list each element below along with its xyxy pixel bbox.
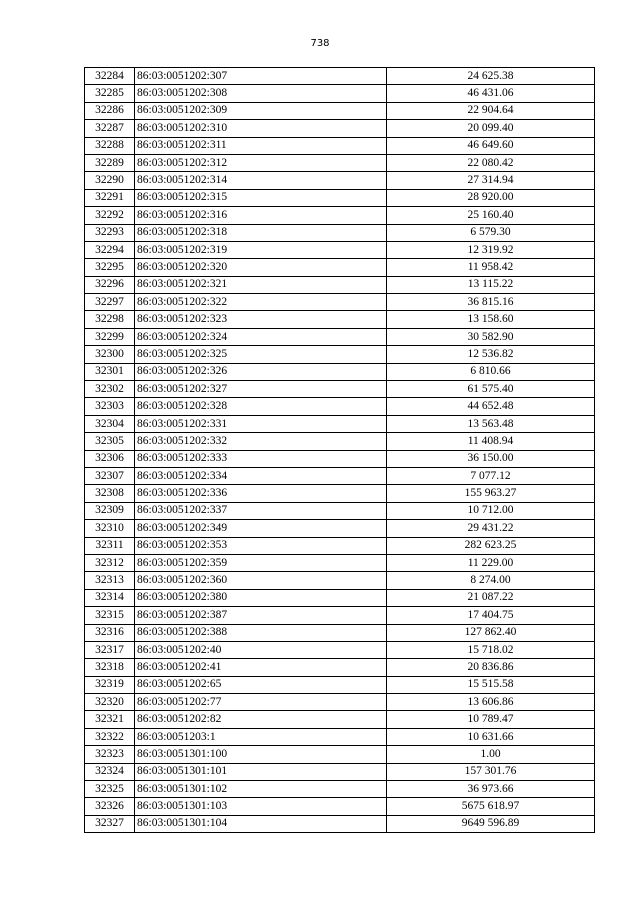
row-number: 32287 — [85, 120, 135, 137]
cadastral-value: 61 575.40 — [387, 381, 595, 398]
table-row — [85, 346, 595, 363]
cadastral-number: 86:03:0051202:380 — [135, 589, 387, 606]
cadastral-value: 17 404.75 — [387, 607, 595, 624]
table-row — [85, 520, 595, 537]
cadastral-number: 86:03:0051202:328 — [135, 398, 387, 415]
cadastral-number: 86:03:0051202:314 — [135, 172, 387, 189]
row-number: 32290 — [85, 172, 135, 189]
table-row — [85, 259, 595, 276]
cadastral-number: 86:03:0051202:318 — [135, 224, 387, 241]
cadastral-number: 86:03:0051203:1 — [135, 728, 387, 745]
table-row — [85, 241, 595, 258]
cadastral-value: 13 563.48 — [387, 415, 595, 432]
row-number: 32294 — [85, 241, 135, 258]
table-row — [85, 381, 595, 398]
cadastral-value: 30 582.90 — [387, 328, 595, 345]
cadastral-value: 27 314.94 — [387, 172, 595, 189]
cadastral-value: 36 973.66 — [387, 781, 595, 798]
table-row — [85, 798, 595, 815]
row-number: 32299 — [85, 328, 135, 345]
cadastral-value: 10 789.47 — [387, 711, 595, 728]
table-row — [85, 572, 595, 589]
cadastral-number: 86:03:0051202:320 — [135, 259, 387, 276]
table-row — [85, 694, 595, 711]
cadastral-value: 15 515.58 — [387, 676, 595, 693]
row-number: 32312 — [85, 554, 135, 571]
row-number: 32313 — [85, 572, 135, 589]
cadastral-number: 86:03:0051202:336 — [135, 485, 387, 502]
cadastral-value: 6 579.30 — [387, 224, 595, 241]
table-row — [85, 154, 595, 171]
row-number: 32327 — [85, 815, 135, 832]
cadastral-number: 86:03:0051202:41 — [135, 659, 387, 676]
row-number: 32307 — [85, 467, 135, 484]
table-row — [85, 485, 595, 502]
cadastral-value: 29 431.22 — [387, 520, 595, 537]
cadastral-number: 86:03:0051301:101 — [135, 763, 387, 780]
cadastral-value: 5675 618.97 — [387, 798, 595, 815]
table-row — [85, 467, 595, 484]
row-number: 32285 — [85, 85, 135, 102]
cadastral-number: 86:03:0051202:353 — [135, 537, 387, 554]
table-row — [85, 433, 595, 450]
cadastral-value: 11 229.00 — [387, 554, 595, 571]
row-number: 32301 — [85, 363, 135, 380]
row-number: 32309 — [85, 502, 135, 519]
cadastral-value: 282 623.25 — [387, 537, 595, 554]
table-row — [85, 815, 595, 832]
cadastral-value: 12 319.92 — [387, 241, 595, 258]
cadastral-value: 28 920.00 — [387, 189, 595, 206]
table-row — [85, 172, 595, 189]
row-number: 32286 — [85, 102, 135, 119]
row-number: 32288 — [85, 137, 135, 154]
table-row — [85, 659, 595, 676]
table-row — [85, 624, 595, 641]
cadastral-value: 127 862.40 — [387, 624, 595, 641]
cadastral-number: 86:03:0051202:337 — [135, 502, 387, 519]
cadastral-value: 7 077.12 — [387, 467, 595, 484]
row-number: 32300 — [85, 346, 135, 363]
cadastral-number: 86:03:0051202:359 — [135, 554, 387, 571]
cadastral-value: 8 274.00 — [387, 572, 595, 589]
row-number: 32292 — [85, 207, 135, 224]
table-row — [85, 311, 595, 328]
cadastral-value: 22 080.42 — [387, 154, 595, 171]
cadastral-number: 86:03:0051202:311 — [135, 137, 387, 154]
cadastral-number: 86:03:0051202:333 — [135, 450, 387, 467]
row-number: 32308 — [85, 485, 135, 502]
table-row — [85, 554, 595, 571]
row-number: 32306 — [85, 450, 135, 467]
cadastral-value: 15 718.02 — [387, 641, 595, 658]
row-number: 32311 — [85, 537, 135, 554]
row-number: 32293 — [85, 224, 135, 241]
cadastral-value: 9649 596.89 — [387, 815, 595, 832]
cadastral-number: 86:03:0051202:323 — [135, 311, 387, 328]
cadastral-value: 155 963.27 — [387, 485, 595, 502]
cadastral-number: 86:03:0051202:316 — [135, 207, 387, 224]
table-row — [85, 746, 595, 763]
row-number: 32323 — [85, 746, 135, 763]
row-number: 32284 — [85, 68, 135, 85]
table-row — [85, 607, 595, 624]
table-row — [85, 328, 595, 345]
table-row — [85, 276, 595, 293]
cadastral-value: 20 836.86 — [387, 659, 595, 676]
cadastral-number: 86:03:0051202:82 — [135, 711, 387, 728]
table-row — [85, 398, 595, 415]
cadastral-value: 6 810.66 — [387, 363, 595, 380]
cadastral-number: 86:03:0051202:349 — [135, 520, 387, 537]
row-number: 32295 — [85, 259, 135, 276]
table-row — [85, 120, 595, 137]
row-number: 32315 — [85, 607, 135, 624]
cadastral-number: 86:03:0051202:309 — [135, 102, 387, 119]
cadastral-value: 20 099.40 — [387, 120, 595, 137]
table-row — [85, 224, 595, 241]
row-number: 32298 — [85, 311, 135, 328]
cadastral-number: 86:03:0051202:319 — [135, 241, 387, 258]
cadastral-number: 86:03:0051202:360 — [135, 572, 387, 589]
table-body — [85, 68, 595, 833]
cadastral-number: 86:03:0051301:103 — [135, 798, 387, 815]
cadastral-value: 46 431.06 — [387, 85, 595, 102]
row-number: 32302 — [85, 381, 135, 398]
table-row — [85, 68, 595, 85]
cadastral-number: 86:03:0051202:325 — [135, 346, 387, 363]
row-number: 32317 — [85, 641, 135, 658]
row-number: 32297 — [85, 294, 135, 311]
cadastral-value: 24 625.38 — [387, 68, 595, 85]
table-row — [85, 102, 595, 119]
row-number: 32324 — [85, 763, 135, 780]
cadastral-value: 46 649.60 — [387, 137, 595, 154]
cadastral-value: 22 904.64 — [387, 102, 595, 119]
cadastral-number: 86:03:0051202:332 — [135, 433, 387, 450]
cadastral-value-table — [84, 67, 595, 833]
cadastral-value: 13 158.60 — [387, 311, 595, 328]
row-number: 32322 — [85, 728, 135, 745]
cadastral-number: 86:03:0051202:312 — [135, 154, 387, 171]
table-row — [85, 502, 595, 519]
table-row — [85, 85, 595, 102]
cadastral-number: 86:03:0051202:322 — [135, 294, 387, 311]
cadastral-value: 1.00 — [387, 746, 595, 763]
table-row — [85, 294, 595, 311]
row-number: 32304 — [85, 415, 135, 432]
cadastral-value: 36 150.00 — [387, 450, 595, 467]
cadastral-value: 11 958.42 — [387, 259, 595, 276]
cadastral-number: 86:03:0051202:388 — [135, 624, 387, 641]
cadastral-value: 13 606.86 — [387, 694, 595, 711]
cadastral-value: 36 815.16 — [387, 294, 595, 311]
cadastral-value: 21 087.22 — [387, 589, 595, 606]
cadastral-number: 86:03:0051202:324 — [135, 328, 387, 345]
table-row — [85, 537, 595, 554]
cadastral-number: 86:03:0051202:387 — [135, 607, 387, 624]
cadastral-number: 86:03:0051202:307 — [135, 68, 387, 85]
row-number: 32314 — [85, 589, 135, 606]
cadastral-value: 10 631.66 — [387, 728, 595, 745]
cadastral-number: 86:03:0051202:310 — [135, 120, 387, 137]
row-number: 32310 — [85, 520, 135, 537]
cadastral-number: 86:03:0051202:77 — [135, 694, 387, 711]
cadastral-value: 44 652.48 — [387, 398, 595, 415]
table-row — [85, 137, 595, 154]
table-row — [85, 781, 595, 798]
row-number: 32291 — [85, 189, 135, 206]
table-row — [85, 189, 595, 206]
cadastral-value: 12 536.82 — [387, 346, 595, 363]
row-number: 32325 — [85, 781, 135, 798]
cadastral-value: 25 160.40 — [387, 207, 595, 224]
cadastral-number: 86:03:0051202:308 — [135, 85, 387, 102]
cadastral-value: 157 301.76 — [387, 763, 595, 780]
table-row — [85, 589, 595, 606]
cadastral-number: 86:03:0051202:334 — [135, 467, 387, 484]
cadastral-number: 86:03:0051202:326 — [135, 363, 387, 380]
table-row — [85, 641, 595, 658]
cadastral-value: 11 408.94 — [387, 433, 595, 450]
cadastral-number: 86:03:0051202:321 — [135, 276, 387, 293]
table-row — [85, 763, 595, 780]
table-row — [85, 711, 595, 728]
cadastral-number: 86:03:0051202:315 — [135, 189, 387, 206]
row-number: 32321 — [85, 711, 135, 728]
table-row — [85, 450, 595, 467]
row-number: 32289 — [85, 154, 135, 171]
row-number: 32320 — [85, 694, 135, 711]
row-number: 32316 — [85, 624, 135, 641]
row-number: 32305 — [85, 433, 135, 450]
cadastral-number: 86:03:0051301:104 — [135, 815, 387, 832]
cadastral-number: 86:03:0051202:327 — [135, 381, 387, 398]
cadastral-number: 86:03:0051202:40 — [135, 641, 387, 658]
table-row — [85, 728, 595, 745]
cadastral-value: 10 712.00 — [387, 502, 595, 519]
cadastral-number: 86:03:0051301:102 — [135, 781, 387, 798]
cadastral-number: 86:03:0051202:65 — [135, 676, 387, 693]
page-number: 738 — [310, 38, 330, 49]
cadastral-value: 13 115.22 — [387, 276, 595, 293]
row-number: 32318 — [85, 659, 135, 676]
row-number: 32319 — [85, 676, 135, 693]
row-number: 32296 — [85, 276, 135, 293]
cadastral-number: 86:03:0051202:331 — [135, 415, 387, 432]
table-row — [85, 363, 595, 380]
table-row — [85, 207, 595, 224]
row-number: 32326 — [85, 798, 135, 815]
cadastral-number: 86:03:0051301:100 — [135, 746, 387, 763]
table-row — [85, 676, 595, 693]
row-number: 32303 — [85, 398, 135, 415]
table-row — [85, 415, 595, 432]
